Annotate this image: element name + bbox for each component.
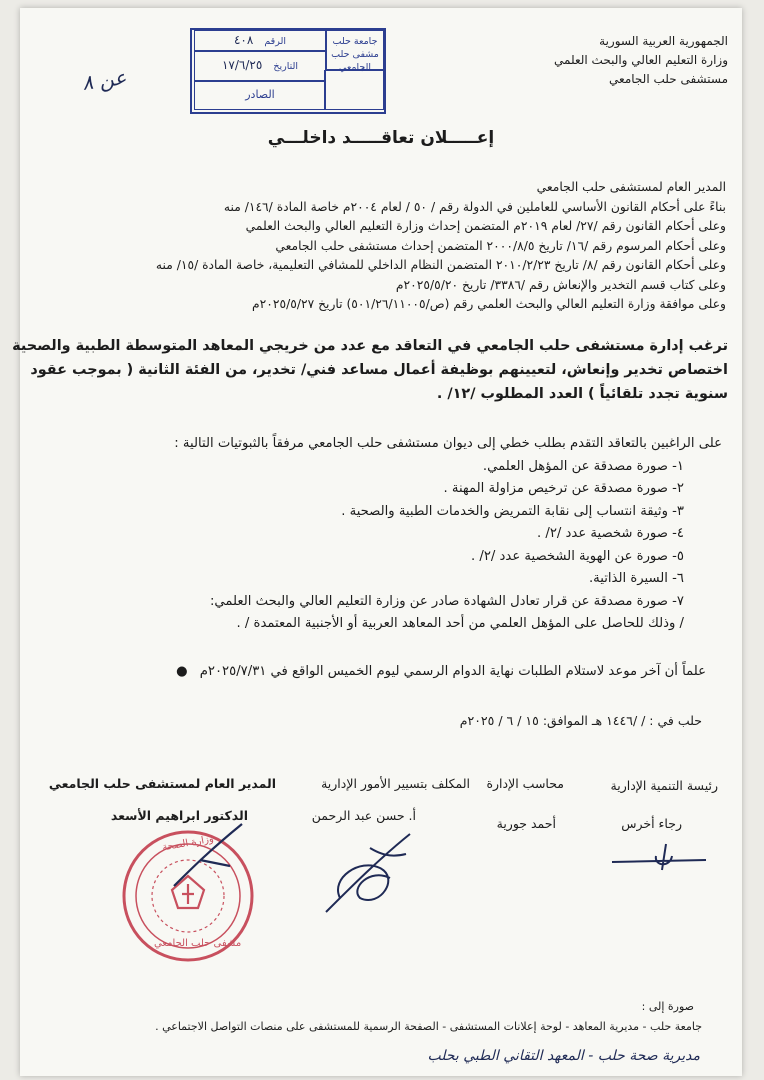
copies-line: جامعة حلب - مديرية المعاهد - لوحة إعلانات المستشفى - الصفحة الرسمية للمستشفى على منصات التواصل الاجتماعي . xyxy=(155,1020,702,1033)
preamble-line: وعلى أحكام القانون رقم /٢٧/ لعام ٢٠١٩م المتضمن إحداث وزارة التعليم العالي والبحث العلمي xyxy=(245,219,726,233)
preamble-line: وعلى أحكام القانون رقم /٨/ تاريخ ٢٠١٠/٢/٢٣ المتضمن النظام الداخلي للمشافي التعليمية، خاصة المادة /١٥/ منه xyxy=(155,258,726,272)
stamp-date-cell xyxy=(194,50,326,82)
document-page xyxy=(12,8,742,1076)
seal-text-bottom: مشفى حلب الجامعي xyxy=(154,938,242,949)
header-hospital: مستشفى حلب الجامعي xyxy=(609,72,728,86)
requirements-list xyxy=(174,456,684,636)
handwritten-note: عن ٨ xyxy=(80,65,128,95)
stamp-org: جامعة حلب xyxy=(332,36,378,47)
main-line: ترغب إدارة مستشفى حلب الجامعي في التعاقد مع عدد من خريجي المعاهد المتوسطة الطبية والصحية xyxy=(12,338,728,354)
list-item: ٧- صورة مصدقة عن قرار تعادل الشهادة صادر عن وزارة التعليم العالي والبحث العلمي: xyxy=(209,593,684,609)
copies-handwritten: مديرية صحة حلب - المعهد التقاني الطبي بحلب xyxy=(427,1048,700,1064)
list-item: ٤- صورة شخصية عدد /٢/ . xyxy=(537,526,684,541)
stamp-number-label: الرقم xyxy=(264,36,286,47)
preamble-line: وعلى موافقة وزارة التعليم العالي والبحث العلمي رقم (ص/٥٠١/٢٦/١١٠٠٥) تاريخ ٢٠٢٥/٥/٢٧م xyxy=(252,297,726,311)
preamble-line: بناءً على أحكام القانون الأساسي للعاملين في الدولة رقم / ٥٠ / لعام ٢٠٠٤م خاصة المادة /١٤٦/ منه xyxy=(223,199,726,214)
signatory-name-3: أ. حسن عبد الرحمن xyxy=(311,808,416,823)
stamp-number-value: ٤٠٨ xyxy=(233,33,254,47)
signatory-name-4: الدكتور ابراهيم الأسعد xyxy=(110,808,248,823)
header-ministry: وزارة التعليم العالي والبحث العلمي xyxy=(554,53,728,67)
bullet-icon: ● xyxy=(176,664,188,679)
signature-3 xyxy=(320,828,430,918)
stamp-org2: مشفى حلب الجامعي xyxy=(331,49,379,73)
list-item: ١- صورة مصدقة عن المؤهل العلمي. xyxy=(482,458,684,474)
stamp-number-cell xyxy=(194,30,326,52)
requirements xyxy=(174,433,722,636)
date-line: حلب في : / /١٤٤٦ هـ الموافق: ١٥ / ٦ / ٢٠٢٥م xyxy=(459,713,702,728)
requirements-intro: على الراغبين بالتعاقد التقدم بطلب خطي إلى ديوان مستشفى حلب الجامعي مرفقاً بالثبوتيات التالية : xyxy=(174,436,722,451)
preamble-line: وعلى كتاب قسم التخدير والإنعاش رقم /٣٣٨٦/ تاريخ ٢٠٢٥/٥/٢٠م xyxy=(395,277,726,292)
header-block xyxy=(554,32,728,89)
stamp-org-cell xyxy=(326,30,384,73)
signature-4 xyxy=(170,820,250,890)
signatory-role-1: رئيسة التنمية الإدارية xyxy=(610,778,718,793)
list-item: ٢- صورة مصدقة عن ترخيص مزاولة المهنة . xyxy=(443,481,684,496)
preamble-line: وعلى أحكام المرسوم رقم /١٦/ تاريخ ٢٠٠٠/٨/٥ المتضمن إحداث مستشفى حلب الجامعي xyxy=(275,238,726,253)
seal-text-top: وزارة الصحة xyxy=(161,833,215,854)
preamble-line: المدير العام لمستشفى حلب الجامعي xyxy=(536,180,726,194)
copies-label: صورة إلى : xyxy=(641,1000,694,1013)
stamp-blank-cell xyxy=(324,70,384,110)
list-item: ٦- السيرة الذاتية. xyxy=(588,571,684,586)
signatory-role-4: المدير العام لمستشفى حلب الجامعي xyxy=(48,776,276,791)
registry-stamp xyxy=(190,28,386,114)
preamble xyxy=(156,178,726,315)
signatory-name-1: رجاء أخرس xyxy=(621,816,682,831)
stamp-date-label: التاريخ xyxy=(273,61,298,72)
signatory-name-2: أحمد جورية xyxy=(496,816,556,831)
signature-1 xyxy=(610,836,710,876)
signatory-role-3: المكلف بتسيير الأمور الإدارية xyxy=(321,776,470,791)
stamp-date-value: ١٧/٦/٢٥ xyxy=(221,58,263,72)
stamp-outgoing-label: الصادر xyxy=(245,88,275,101)
signatory-role-2: محاسب الإدارة xyxy=(486,776,564,791)
list-item: / وذلك للحاصل على المؤهل العلمي من أحد المعاهد العربية أو الأجنبية المعتمدة / . xyxy=(236,616,684,631)
header-republic: الجمهورية العربية السورية xyxy=(599,34,728,48)
main-line: سنوية تجدد تلقائياً ) العدد المطلوب /١٢/ . xyxy=(436,386,728,402)
list-item: ٥- صورة عن الهوية الشخصية عدد /٢/ . xyxy=(471,548,684,564)
list-item: ٣- وثيقة انتساب إلى نقابة التمريض والخدمات الطبية والصحية . xyxy=(341,503,684,519)
deadline-note xyxy=(176,664,706,679)
main-paragraph xyxy=(12,334,728,406)
main-line: اختصاص تخدير وإنعاش، لتعيينهم بوظيفة أعمال مساعد فني/ تخدير، من الفئة الثانية ( بموجب عقود xyxy=(30,362,728,378)
stamp-outgoing-cell xyxy=(194,80,326,110)
deadline-text: علماً أن آخر موعد لاستلام الطلبات نهاية الدوام الرسمي ليوم الخميس الواقع في ٢٠٢٥/٧/٣١م xyxy=(199,664,706,679)
page-title: إعـــــلان تعاقـــــد داخلـــي xyxy=(267,128,495,148)
